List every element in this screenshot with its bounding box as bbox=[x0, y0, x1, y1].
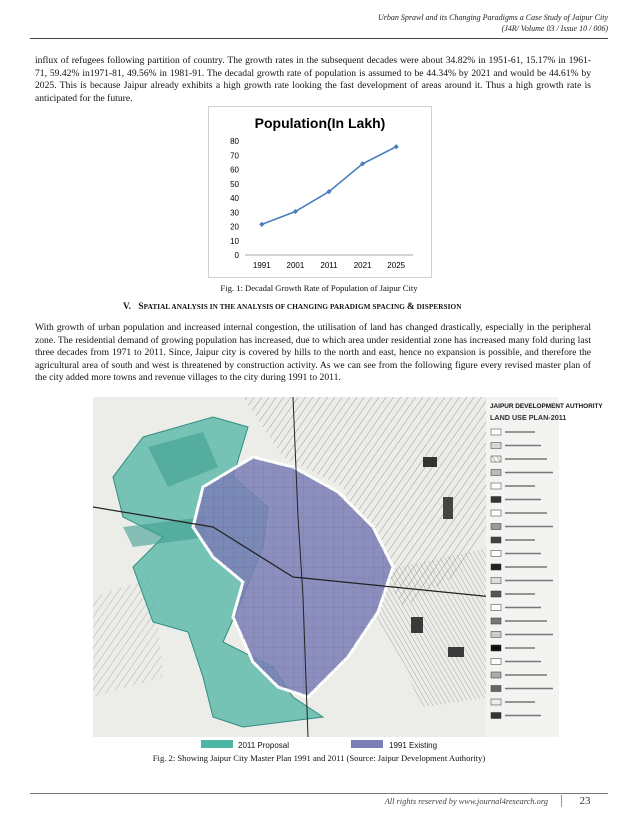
figure-1-caption: Fig. 1: Decadal Growth Rate of Population of Jaipur City bbox=[220, 283, 418, 293]
legend-existing-label: 1991 Existing bbox=[389, 741, 438, 750]
map-legend-swatch bbox=[491, 537, 501, 543]
map-legend-swatch bbox=[491, 443, 501, 449]
x-tick-label: 2011 bbox=[320, 261, 338, 270]
map-legend-swatch bbox=[491, 713, 501, 719]
footer-rule bbox=[30, 793, 608, 794]
paragraph-growth-rates: influx of refugees following partition of country. The growth rates in the subsequent decades were about 34.82% in 1951-61, 15.17% in 1961-71, 59.42% in1971-81, 49.56% in 1981-91. The decadal growth rate of population is assumed to be 44.34% by 2021 and would be 44.61% by 2025. This is because Jaipur already exhibits a high growth rate looking the fast development of areas around it. Thus a high growth rate is anticipated for the future. bbox=[35, 55, 591, 104]
section-first-letter: S bbox=[138, 302, 144, 312]
map-bottom-legend-svg bbox=[93, 738, 559, 750]
paragraph-spatial-analysis: With growth of urban population and increased internal congestion, the utilisation of land has changed drastically, especially in the peripheral zone. The residential demand of growing population has increased, due to which area under residential zone has increased many fold during last three decades from 1971 to 2011. Since, Jaipur city is covered by hills to the north and east, hence no expansion is possible, and therefore the agricultural area of south and west is threatened by construction activity. As we can see from the following figure every revised master plan of the city added more towns and revenue villages to the city during 1991 to 2011. bbox=[35, 322, 591, 384]
data-point bbox=[259, 222, 264, 227]
section-number: V. bbox=[123, 302, 132, 312]
section-ampersand: & bbox=[406, 302, 415, 312]
map-legend-swatch bbox=[491, 605, 501, 611]
master-plan-map bbox=[93, 397, 603, 737]
header-rule bbox=[30, 38, 608, 39]
series-line bbox=[262, 147, 396, 225]
header-title: Urban Sprawl and its Changing Paradigms a Case Study of Jaipur City bbox=[377, 13, 608, 22]
header-volume: (J4R/ Volume 03 / Issue 10 / 006) bbox=[501, 24, 608, 33]
map-patch bbox=[448, 647, 464, 657]
population-chart bbox=[208, 106, 432, 278]
y-tick-label: 40 bbox=[230, 194, 239, 203]
y-tick-label: 50 bbox=[230, 179, 239, 189]
x-tick-label: 2025 bbox=[387, 261, 406, 270]
map-legend-swatch bbox=[491, 524, 501, 530]
map-authority-title: JAIPUR DEVELOPMENT AUTHORITY bbox=[490, 403, 603, 410]
y-tick-label: 80 bbox=[230, 137, 239, 146]
page-number: 23 bbox=[561, 795, 608, 807]
x-tick-label: 1991 bbox=[252, 261, 271, 270]
map-legend-swatch bbox=[491, 591, 501, 597]
figure-2-caption: Fig. 2: Showing Jaipur City Master Plan 1991 and 2011 (Source: Jaipur Development Authority) bbox=[152, 753, 486, 763]
map-legend-swatch bbox=[491, 659, 501, 665]
x-tick-label: 2001 bbox=[286, 261, 305, 270]
chart-title: Population(In Lakh) bbox=[254, 115, 386, 131]
master-plan-map-svg bbox=[93, 397, 603, 737]
population-chart-svg bbox=[209, 107, 431, 277]
map-legend-swatch bbox=[491, 686, 501, 692]
section-title-last: DISPERSION bbox=[414, 303, 462, 311]
y-tick-label: 20 bbox=[230, 222, 239, 232]
running-header bbox=[378, 12, 608, 34]
map-legend-swatch bbox=[491, 510, 501, 516]
map-legend-swatch bbox=[491, 497, 501, 503]
map-bottom-legend bbox=[93, 737, 559, 749]
footer-rights: All rights reserved by www.journal4research.org bbox=[384, 797, 548, 806]
y-tick-label: 70 bbox=[230, 151, 239, 161]
map-patch bbox=[443, 497, 453, 519]
map-legend-swatch bbox=[491, 645, 501, 651]
section-heading bbox=[123, 302, 462, 312]
y-tick-label: 0 bbox=[234, 251, 239, 260]
map-legend-swatch bbox=[491, 429, 501, 435]
map-patch bbox=[411, 617, 423, 633]
legend-existing-swatch bbox=[351, 740, 383, 748]
map-legend-swatch bbox=[491, 470, 501, 476]
legend-proposal-label: 2011 Proposal bbox=[238, 741, 289, 750]
section-title-rest: PATIAL ANALYSIS IN THE ANALYSIS OF CHANGING PARADIGM SPACING bbox=[143, 303, 407, 311]
map-patch bbox=[423, 457, 437, 467]
y-tick-label: 60 bbox=[230, 165, 239, 175]
map-legend-swatch bbox=[491, 618, 501, 624]
map-legend-swatch bbox=[491, 483, 501, 489]
map-legend-swatch bbox=[491, 551, 501, 557]
map-legend-swatch bbox=[491, 672, 501, 678]
map-legend-swatch bbox=[491, 699, 501, 705]
map-legend-swatch bbox=[491, 564, 501, 570]
x-tick-label: 2021 bbox=[353, 261, 372, 270]
legend-proposal-swatch bbox=[201, 740, 233, 748]
y-tick-label: 10 bbox=[230, 236, 239, 246]
y-tick-label: 30 bbox=[230, 208, 239, 218]
map-legend-swatch bbox=[491, 456, 501, 462]
map-legend-swatch bbox=[491, 578, 501, 584]
map-plan-title: LAND USE PLAN-2011 bbox=[490, 413, 567, 422]
map-legend-swatch bbox=[491, 632, 501, 638]
